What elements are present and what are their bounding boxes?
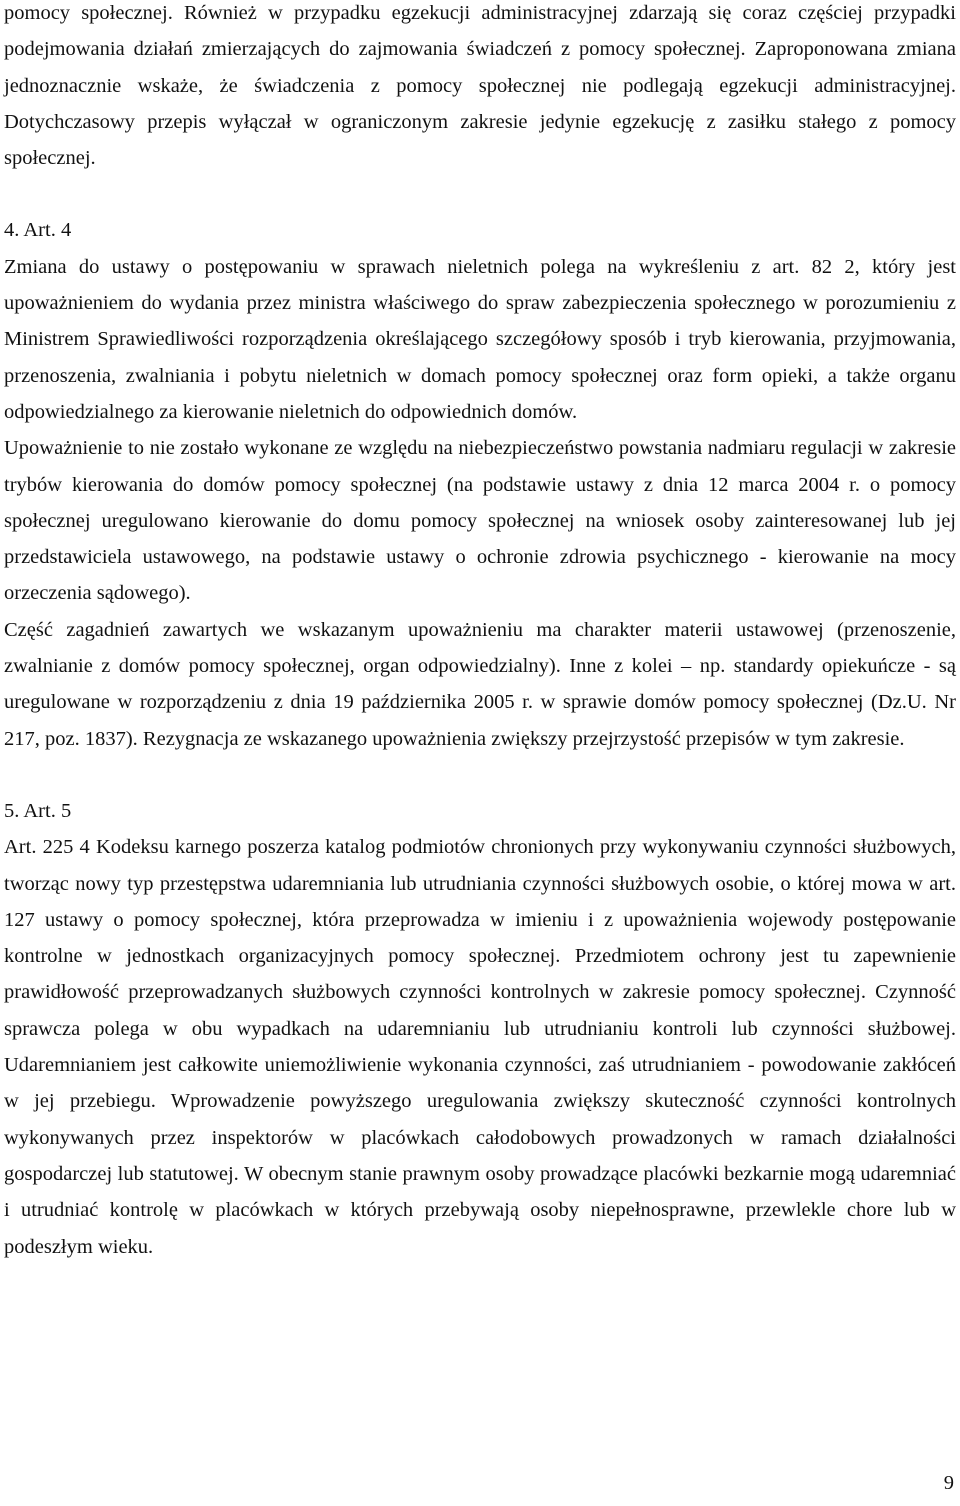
spacer bbox=[4, 176, 956, 212]
paragraph-art-4-matters: Część zagadnień zawartych we wskazanym upoważnieniu ma charakter materii ustawowej (przenoszenie, zwalnianie z domów pomocy społecznej, organ odpowiedzialny). Inne z kolei – np. standardy opiekuńcze - są uregulowane w rozporządzeniu z dnia 19 października 2005 r. w sprawie domów pomocy społecznej (Dz.U. Nr 217, poz. 1837). Rezygnacja ze wskazanego upoważnienia zwiększy przejrzystość przepisów w tym zakresie. bbox=[4, 618, 956, 750]
spacer bbox=[4, 757, 956, 793]
section-heading-art-5: 5. Art. 5 bbox=[4, 799, 72, 822]
paragraph-art-4-authorization: Upoważnienie to nie zostało wykonane ze względu na niebezpieczeństwo powstania nadmiaru regulacji w zakresie trybów kierowania do domów pomocy społecznej (na podstawie ustawy z dnia 12 marca 2004 r. o pomocy społecznej uregulowano kierowanie do domu pomocy społecznej na wniosek osoby zainteresowanej lub jej przedstawiciela ustawowego, na podstawie ustawy o ochronie zdrowia psychicznego - kierowanie na mocy orzeczenia sądowego). bbox=[4, 437, 956, 605]
paragraph-intro: pomocy społecznej. Również w przypadku egzekucji administracyjnej zdarzają się coraz częściej przypadki podejmowania działań zmierzających do zajmowania świadczeń z pomocy społecznej. Zaproponowana zmiana jednoznacznie wskaże, że świadczenia z pomocy społecznej nie podlegają egzekucji administracyjnej. Dotychczasowy przepis wyłączał w ograniczonym zakresie jedynie egzekucję z zasiłku stałego z pomocy społecznej. bbox=[4, 2, 956, 170]
paragraph-art-5-penal-code: Art. 225 4 Kodeksu karnego poszerza katalog podmiotów chronionych przy wykonywaniu czynności służbowych, tworząc nowy typ przestępstwa udaremniania lub utrudniania czynności służbowych osobie, o której mowa w art. 127 ustawy o pomocy społecznej, która przeprowadza w imieniu i z upoważnienia wojewody postępowanie kontrolne w jednostkach organizacyjnych pomocy społecznej. Przedmiotem ochrony jest tu zapewnienie prawidłowość przeprowadzanych służbowych czynności kontrolnych w zakresie pomocy społecznej. Czynność sprawcza polega w obu wypadkach na udaremnianiu lub utrudnianiu kontroli lub czynności służbowej. Udaremnianiem jest całkowite uniemożliwienie wykonania czynności, zaś utrudnianiem - powodowanie zakłóceń w jej przebiegu. Wprowadzenie powyższego uregulowania zwiększy skuteczność czynności kontrolnych wykonywanych przez inspektorów w placówkach całodobowych prowadzonych w ramach działalności gospodarczej lub statutowej. W obecnym stanie prawnym osoby prowadzące placówki bezkarnie mogą udaremniać i utrudniać kontrolę w placówkach w których przebywają osoby niepełnosprawne, przewlekle chore lub w podeszłym wieku. bbox=[4, 836, 956, 1258]
document-page bbox=[4, 0, 956, 1265]
section-heading-art-4: 4. Art. 4 bbox=[4, 219, 72, 242]
page-number: 9 bbox=[943, 1472, 954, 1494]
paragraph-art-4-change: Zmiana do ustawy o postępowaniu w sprawach nieletnich polega na wykreśleniu z art. 82 2, który jest upoważnieniem do wydania przez ministra właściwego do spraw zabezpieczenia społecznego w porozumieniu z Ministrem Sprawiedliwości rozporządzenia określającego szczegółowy sposób i tryb kierowania, przyjmowania, przenoszenia, zwalniania i pobytu nieletnich w domach pomocy społecznej oraz form opieki, a także organu odpowiedzialnego za kierowanie nieletnich do odpowiednich domów. bbox=[4, 255, 956, 423]
